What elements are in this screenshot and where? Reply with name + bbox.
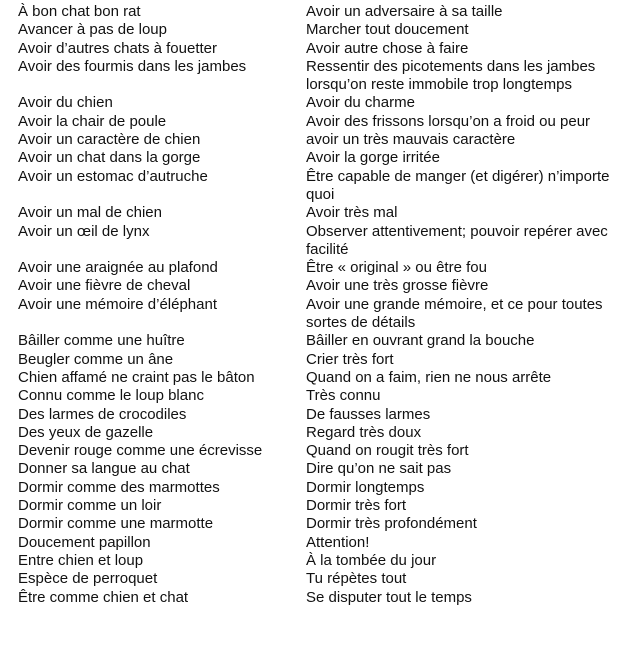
table-row <box>0 369 621 387</box>
meaning-cell: Dormir longtemps <box>306 478 425 496</box>
expression-cell: Doucement papillon <box>18 533 151 551</box>
meaning-cell: Avoir une très grosse fièvre <box>306 277 489 295</box>
expression-cell: Dormir comme un loir <box>18 497 162 515</box>
meaning-cell: Ressentir des picotements dans les jambes lorsqu’on reste immobile trop longtemps <box>306 57 596 94</box>
table-row <box>0 515 621 533</box>
expression-cell: Avoir un chat dans la gorge <box>18 149 201 167</box>
table-row <box>0 149 621 167</box>
meaning-cell: Avoir une grande mémoire, et ce pour toutes sortes de détails <box>306 295 603 332</box>
meaning-cell: Crier très fort <box>306 350 394 368</box>
meaning-cell: Se disputer tout le temps <box>306 588 472 606</box>
expression-cell: Des larmes de crocodiles <box>18 405 187 423</box>
expression-cell: Être comme chien et chat <box>18 588 189 606</box>
expression-cell: Dormir comme une marmotte <box>18 515 214 533</box>
expression-cell: Entre chien et loup <box>18 551 144 569</box>
expression-cell: Connu comme le loup blanc <box>18 387 204 405</box>
table-row <box>0 460 621 478</box>
expression-cell: Espèce de perroquet <box>18 570 158 588</box>
meaning-cell: avoir un très mauvais caractère <box>306 131 516 149</box>
meaning-cell: Quand on rougit très fort <box>306 442 469 460</box>
meaning-cell: À la tombée du jour <box>306 551 437 569</box>
expression-cell: Chien affamé ne craint pas le bâton <box>18 368 255 386</box>
expression-cell: Devenir rouge comme une écrevisse <box>18 442 263 460</box>
table-row <box>0 259 621 277</box>
table-row <box>0 58 621 95</box>
expression-cell: Avoir du chien <box>18 94 113 112</box>
meaning-cell: Être capable de manger (et digérer) n’importe quoi <box>306 167 610 203</box>
meaning-cell: Avoir la gorge irritée <box>306 149 440 167</box>
expressions-table <box>0 3 621 607</box>
table-row <box>0 40 621 58</box>
meaning-cell: Attention! <box>306 533 370 551</box>
expression-cell: Dormir comme des marmottes <box>18 478 220 496</box>
table-row <box>0 3 621 21</box>
expression-cell: À bon chat bon rat <box>18 3 141 20</box>
table-row <box>0 497 621 515</box>
table-row <box>0 552 621 570</box>
meaning-cell: Très connu <box>306 387 381 405</box>
table-row <box>0 424 621 442</box>
table-row <box>0 589 621 607</box>
table-row <box>0 204 621 222</box>
meaning-cell: Être « original » ou être fou <box>306 259 487 277</box>
expression-cell: Des yeux de gazelle <box>18 423 154 441</box>
expression-cell: Avoir une mémoire d’éléphant <box>18 295 218 313</box>
table-row <box>0 534 621 552</box>
expression-cell: Avoir d’autres chats à fouetter <box>18 39 217 57</box>
meaning-cell: Dormir très profondément <box>306 515 477 533</box>
meaning-cell: De fausses larmes <box>306 405 431 423</box>
meaning-cell: Dormir très fort <box>306 497 407 515</box>
expression-cell: Avoir un caractère de chien <box>18 131 201 149</box>
table-row <box>0 406 621 424</box>
meaning-cell: Avoir des frissons lorsqu’on a froid ou peur <box>306 112 591 130</box>
meaning-cell: Observer attentivement; pouvoir repérer avec facilité <box>306 222 608 258</box>
meaning-cell: Avoir autre chose à faire <box>306 39 469 57</box>
table-row <box>0 296 621 333</box>
expression-cell: Avoir une fièvre de cheval <box>18 277 191 295</box>
meaning-cell: Avoir très mal <box>306 204 398 222</box>
meaning-cell: Marcher tout doucement <box>306 21 469 39</box>
expression-cell: Avancer à pas de loup <box>18 21 167 39</box>
table-row <box>0 21 621 39</box>
expression-cell: Bâiller comme une huître <box>18 332 185 350</box>
table-row <box>0 387 621 405</box>
expression-cell: Avoir un œil de lynx <box>18 222 150 240</box>
table-row <box>0 442 621 460</box>
table-row <box>0 332 621 350</box>
meaning-cell: Avoir du charme <box>306 94 415 112</box>
table-row <box>0 351 621 369</box>
table-row <box>0 277 621 295</box>
meaning-cell: Bâiller en ouvrant grand la bouche <box>306 332 535 350</box>
meaning-cell: Regard très doux <box>306 423 422 441</box>
table-row <box>0 168 621 205</box>
table-row <box>0 94 621 112</box>
expression-cell: Avoir un estomac d’autruche <box>18 167 208 185</box>
meaning-cell: Tu répètes tout <box>306 570 407 588</box>
table-row <box>0 570 621 588</box>
expression-cell: Beugler comme un âne <box>18 350 174 368</box>
expression-cell: Avoir un mal de chien <box>18 204 162 222</box>
table-row <box>0 131 621 149</box>
expression-cell: Avoir une araignée au plafond <box>18 259 218 277</box>
expression-cell: Donner sa langue au chat <box>18 460 190 478</box>
table-row <box>0 223 621 260</box>
expressions-document <box>0 3 621 607</box>
meaning-cell: Avoir un adversaire à sa taille <box>306 3 503 20</box>
expression-cell: Avoir la chair de poule <box>18 112 167 130</box>
meaning-cell: Quand on a faim, rien ne nous arrête <box>306 368 552 386</box>
expression-cell: Avoir des fourmis dans les jambes <box>18 57 247 75</box>
table-row <box>0 113 621 131</box>
meaning-cell: Dire qu’on ne sait pas <box>306 460 452 478</box>
table-row <box>0 479 621 497</box>
